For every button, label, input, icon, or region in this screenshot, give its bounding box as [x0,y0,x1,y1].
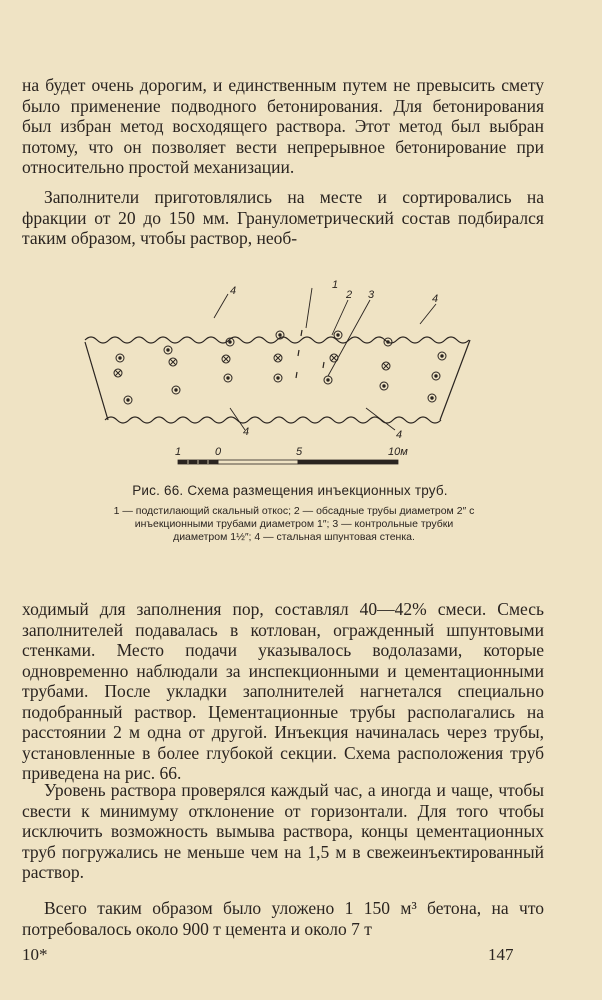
label-2: 2 [346,289,353,301]
label-1: 1 [332,280,339,291]
sheet-pile-wall-bottom [105,417,441,423]
paragraph-5: Всего таким образом было уложено 1 150 м³ бетона, на что потребовалось около 900 т цемента и около 7 т [22,898,544,939]
label-3: 3 [368,289,375,301]
label-4-top-left: 4 [230,285,237,297]
scale-label-5: 5 [296,446,303,458]
signature-mark: 10* [22,945,48,964]
label-4-bottom-mid: 4 [243,426,250,438]
scale-label-10: 10м [388,446,408,458]
pipe-layout-figure [80,280,480,470]
paragraph-3: ходимый для заполнения пор, составлял 40—42% смеси. Смесь заполнителей подавалась в котлован, огражденный шпунтовыми стенками. Место подачи указывалось водолазами, которые одновременно наблюдали за инспекционными и цементационными трубами. После укладки заполнителей нагнетался специально подобранный раствор. Цементационные трубы располагались на расстоянии 2 м одна от другой. Инъекция начиналась через трубы, установленные в более глубокой секции. Схема расположения труб приведена на рис. 66. [22,599,544,783]
scale-label-1: 1 [175,446,182,458]
sheet-pile-wall-left [85,342,108,420]
page-number: 147 [488,945,514,964]
leader-lines [214,288,439,430]
paragraph-4: Уровень раствора проверялся каждый час, а иногда и чаще, чтобы свести к минимуму отклонение от горизонтали. Для того чтобы исключить возможность вымыва раствора, концы цементационных труб погружались не меньше чем на 1,5 м в свежеинъектированный раствор. [22,780,544,882]
injection-pipes [114,354,390,377]
sheet-pile-wall-right [440,340,470,420]
casing-pipes [116,331,446,404]
figure-caption-legend: 1 — подстилающий скальный откос; 2 — обсадные трубы диаметром 2″ с инъекционными трубами диаметром 1″; 3 — контрольные трубки диаметром 1½″; 4 — стальная шпунтовая стенка. [113,505,475,543]
paragraph-1: на будет очень дорогим, и единственным путем не превысить смету было применение подводного бетонирования. Для бетонирования был избран метод восходящего раствора. Этот метод был выбран потому, что он позволяет вести непрерывное бетонирование при относительно простой механизации. [22,75,544,177]
scale-bar [178,460,398,464]
label-4-bottom-right: 4 [396,429,403,441]
figure-caption-title: Рис. 66. Схема размещения инъекционных труб. [132,483,448,498]
label-4-top-right: 4 [432,293,439,305]
paragraph-2: Заполнители приготовлялись на месте и сортировались на фракции от 20 до 150 мм. Гранулометрический состав подбирался таким образом, чтобы раствор, необ- [22,187,544,248]
scale-label-0: 0 [215,446,222,458]
